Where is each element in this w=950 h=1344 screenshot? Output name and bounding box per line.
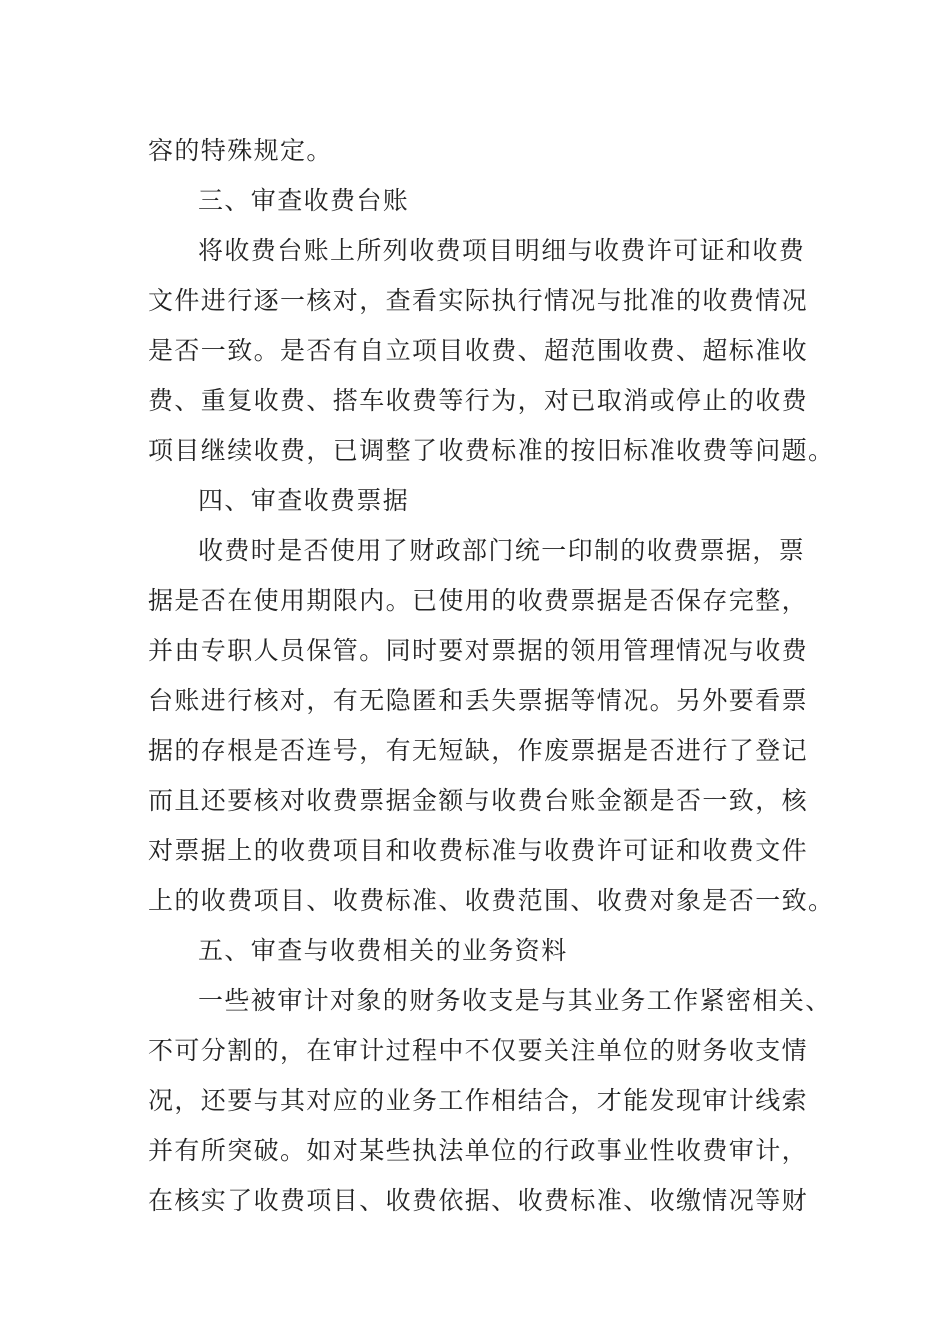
paragraph-line: 收费时是否使用了财政部门统一印制的收费票据，票 <box>198 536 806 565</box>
paragraph-line: 项目继续收费，已调整了收费标准的按旧标准收费等问题。 <box>148 436 835 465</box>
paragraph-line: 文件进行逐一核对，查看实际执行情况与批准的收费情况 <box>148 286 809 315</box>
paragraph-line: 据的存根是否连号，有无短缺，作废票据是否进行了登记 <box>148 736 809 765</box>
section-heading: 四、审查收费票据 <box>198 486 410 515</box>
paragraph-line: 台账进行核对，有无隐匿和丢失票据等情况。另外要看票 <box>148 686 809 715</box>
paragraph-line: 一些被审计对象的财务收支是与其业务工作紧密相关、 <box>198 986 832 1015</box>
paragraph-line: 上的收费项目、收费标准、收费范围、收费对象是否一致。 <box>148 886 835 915</box>
text-line: 容的特殊规定。 <box>148 136 333 165</box>
paragraph-line: 而且还要核对收费票据金额与收费台账金额是否一致，核 <box>148 786 809 815</box>
paragraph-line: 是否一致。是否有自立项目收费、超范围收费、超标准收 <box>148 336 809 365</box>
paragraph-line: 不可分割的，在审计过程中不仅要关注单位的财务收支情 <box>148 1036 809 1065</box>
paragraph-line: 况，还要与其对应的业务工作相结合，才能发现审计线索 <box>148 1086 809 1115</box>
section-heading: 三、审查收费台账 <box>198 186 410 215</box>
paragraph-line: 据是否在使用期限内。已使用的收费票据是否保存完整， <box>148 586 809 615</box>
paragraph-line: 费、重复收费、搭车收费等行为，对已取消或停止的收费 <box>148 386 809 415</box>
paragraph-line: 并有所突破。如对某些执法单位的行政事业性收费审计， <box>148 1136 809 1165</box>
section-heading: 五、审查与收费相关的业务资料 <box>198 936 568 965</box>
paragraph-line: 将收费台账上所列收费项目明细与收费许可证和收费 <box>198 236 806 265</box>
paragraph-line: 在核实了收费项目、收费依据、收费标准、收缴情况等财 <box>148 1186 809 1215</box>
paragraph-line: 对票据上的收费项目和收费标准与收费许可证和收费文件 <box>148 836 809 865</box>
paragraph-line: 并由专职人员保管。同时要对票据的领用管理情况与收费 <box>148 636 809 665</box>
